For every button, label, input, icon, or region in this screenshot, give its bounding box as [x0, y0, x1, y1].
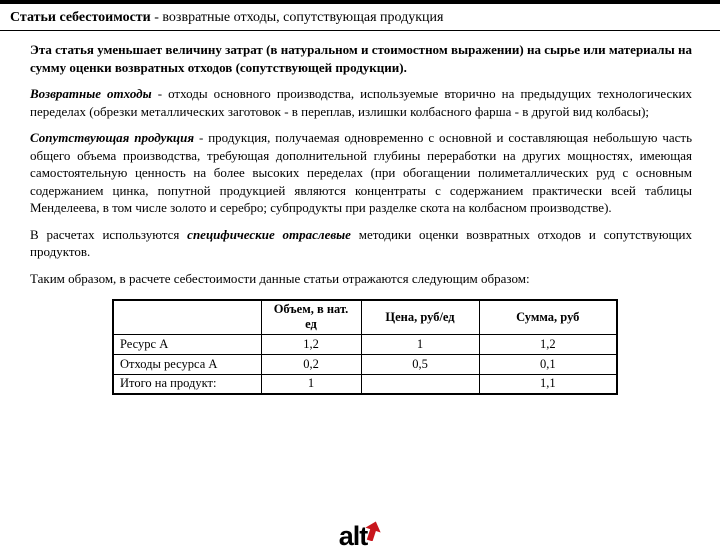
table-cell-label: Ресурс А: [113, 334, 261, 354]
table-cell-price: 0,5: [361, 354, 479, 374]
table-header-cell-sum: Сумма, руб: [479, 300, 617, 334]
paragraph-lead: Сопутствующая продукция: [30, 130, 195, 145]
paragraph-text: - отходы основного производства, используемые вторично на предыдущих технологических переделах (обрезки металлических заготовок - в переплав, излишки колбасного фарша - в другой вид колбасы);: [30, 86, 692, 119]
paragraph-text: В расчетах используются: [30, 226, 188, 242]
table-cell-volume: 1: [261, 374, 361, 394]
paragraph-byproduct: [30, 129, 692, 217]
logo-text: alt: [338, 521, 368, 551]
page-title-rest: - возвратные отходы, сопутствующая продукция: [150, 10, 444, 25]
paragraph-text: методики оценки возвратных отходов и сопутствующих продуктов.: [30, 226, 692, 259]
table-cell-sum: 1,2: [479, 334, 617, 354]
paragraph-methods: [30, 226, 692, 261]
cost-table: [112, 299, 618, 395]
table-header-cell-price: Цена, руб/ед: [361, 300, 479, 334]
paragraph-cost-item: [30, 41, 692, 76]
paragraph-returnable-waste: [30, 85, 692, 120]
page-title-bold: Статьи себестоимости: [10, 10, 151, 25]
table-cell-sum: 0,1: [479, 354, 617, 374]
paragraph-text: - продукция, получаемая одновременно с основной и составляющая небольшую часть общего объема производства, требующая дополнительной глубины переработки на других мощностях, имеющая самостоятельную ценность на более высоких переделах (при обогащении полиметаллических руд с основным содержанием цинка, попутной продукцией являются концентраты с содержанием практически всей таблицы Менделеева, в том числе золото и серебро; субпродукты при разделке скота на колбасном производстве).: [30, 130, 693, 215]
table-row: [113, 334, 617, 354]
table-cell-sum: 1,1: [479, 374, 617, 394]
page-title: [0, 4, 720, 31]
table-cell-price: [361, 374, 479, 394]
paragraph-lead: Возвратные отходы: [30, 86, 152, 101]
company-logo: [339, 521, 382, 549]
table-cell-price: 1: [361, 334, 479, 354]
paragraph-conclusion: [30, 270, 692, 288]
paragraph-text: Эта статья уменьшает величину затрат (в натуральном и стоимостном выражении) на сырье или материалы на сумму оценки возвратных отходов (сопутствующей продукции).: [30, 42, 692, 75]
table-header-cell-blank: [113, 300, 261, 334]
paragraph-emphasis: специфические отраслевые: [187, 226, 351, 242]
table-header-cell-volume: Объем, в нат. ед: [261, 300, 361, 334]
table-row: [113, 354, 617, 374]
table-cell-volume: 0,2: [261, 354, 361, 374]
table-cell-label: Итого на продукт:: [113, 374, 261, 394]
paragraph-text: Таким образом, в расчете себестоимости данные статьи отражаются следующим образом:: [30, 270, 530, 286]
table-cell-volume: 1,2: [261, 334, 361, 354]
table-cell-label: Отходы ресурса А: [113, 354, 261, 374]
logo-up-arrow-icon: [363, 521, 381, 541]
body-content: [0, 31, 720, 395]
table-row-total: [113, 374, 617, 394]
table-header-row: [113, 300, 617, 334]
